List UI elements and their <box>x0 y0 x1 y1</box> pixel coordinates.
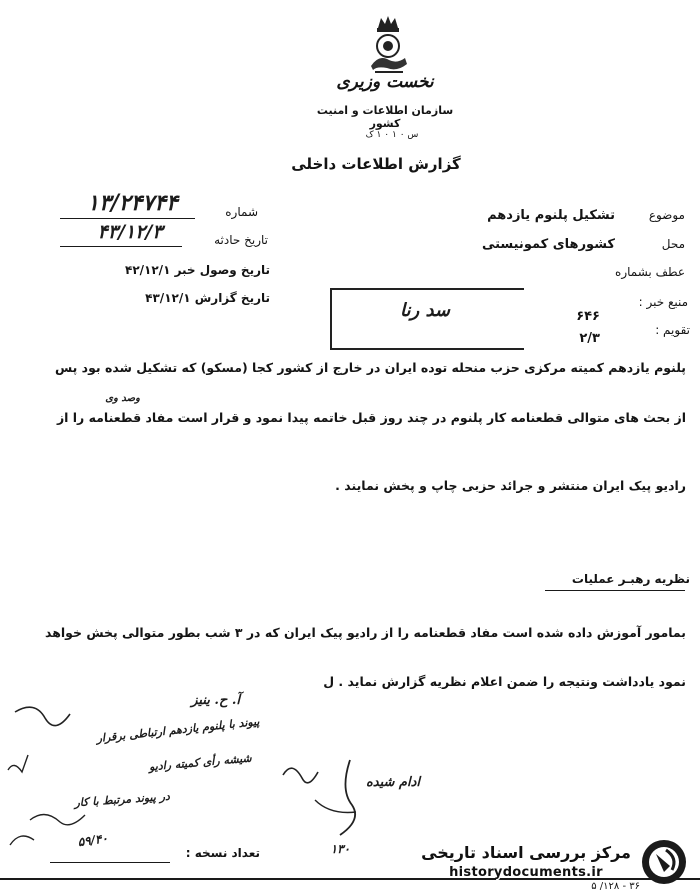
annotation-2: پیوند با پلنوم یازدهم ارتباطی برقرار <box>95 714 260 745</box>
source-value: ۶۴۶ <box>576 309 600 324</box>
subject-label: موضوع <box>648 208 685 222</box>
annotation-7: ادام شیده <box>365 775 420 790</box>
annotation-3: شیشه رأی کمیته رادیو <box>148 751 253 774</box>
archive-logo-icon <box>640 838 688 886</box>
received-date: تاریخ وصول خبر ۴۲/۱۲/۱ <box>125 263 270 277</box>
annotation-6: ۱۳۰ <box>330 842 350 856</box>
report-date: تاریخ گزارش ۴۳/۱۲/۱ <box>145 291 270 305</box>
number-value: ۱۳/۲۴۷۴۴ <box>87 190 178 216</box>
place-value: کشورهای کمونیستی <box>481 237 615 252</box>
annotation-4: در پیوند مرتبط با کار <box>74 789 171 810</box>
organization-name: سازمان اطلاعات و امنیت کشور <box>316 104 454 130</box>
section-title: نظریه رهبـر عملیات <box>571 572 690 586</box>
body-line-2: از بحث های متوالی قطعنامه کار پلنوم در چند روز قبل خاتمه پیدا نمود و قرار است مفاد قطعنامه را از <box>56 410 686 425</box>
event-date-label: تاریخ حادثه <box>214 233 268 247</box>
report-type-title: گزارش اطلاعات داخلی <box>291 155 461 173</box>
copies-underline <box>50 862 170 863</box>
annotation-1: آ. ح. ینیز <box>191 693 240 708</box>
subject-value: تشکیل پلنوم یازدهم <box>487 208 615 223</box>
letterhead-code: س ۰ ۱ ۰ ۱ ک <box>365 130 419 140</box>
rating-value: ۲/۳ <box>579 331 600 346</box>
event-date-value: ۴۳/۱۲/۳ <box>97 221 163 243</box>
watermark-url: historydocuments.ir <box>449 865 603 880</box>
copies-label: تعداد نسخه : <box>185 846 260 860</box>
place-label: محل <box>661 237 685 251</box>
insertion-note: وصد وی <box>105 393 140 404</box>
rating-label: تقویم : <box>655 323 690 337</box>
annotation-5: ۵۹/۴۰ <box>76 831 109 850</box>
footer-code: ۳۶ - ۱۲۸/ ۵ <box>591 881 640 892</box>
watermark-text: مرکز بررسی اسناد تاریخی <box>421 843 631 862</box>
source-label: منبع خبر : <box>638 295 688 309</box>
opinion-line-1: بمامور آموزش داده شده است مفاد قطعنامه را از رادیو پیک ایران که در ۳ شب بطور متوالی پخش خواهد <box>44 625 686 640</box>
number-label: شماره <box>225 205 258 219</box>
opinion-line-2: نمود یادداشت ونتیجه را ضمن اعلام نظریه گزارش نماید . ل <box>323 674 686 689</box>
source-box-text: سد رنا <box>400 300 450 321</box>
body-line-1: پلنوم یازدهم کمیته مرکزی حزب منحله توده ایران در خارج از کشور کجا (مسکو) که تشکیل شده بود پس <box>54 360 686 375</box>
reference-label: عطف بشماره <box>615 265 685 279</box>
ministry-title: نخست وزیری <box>336 72 434 92</box>
body-line-3: رادیو پیک ایران منتشر و جرائد حزبی چاپ و پخش نمایند . <box>335 478 686 493</box>
